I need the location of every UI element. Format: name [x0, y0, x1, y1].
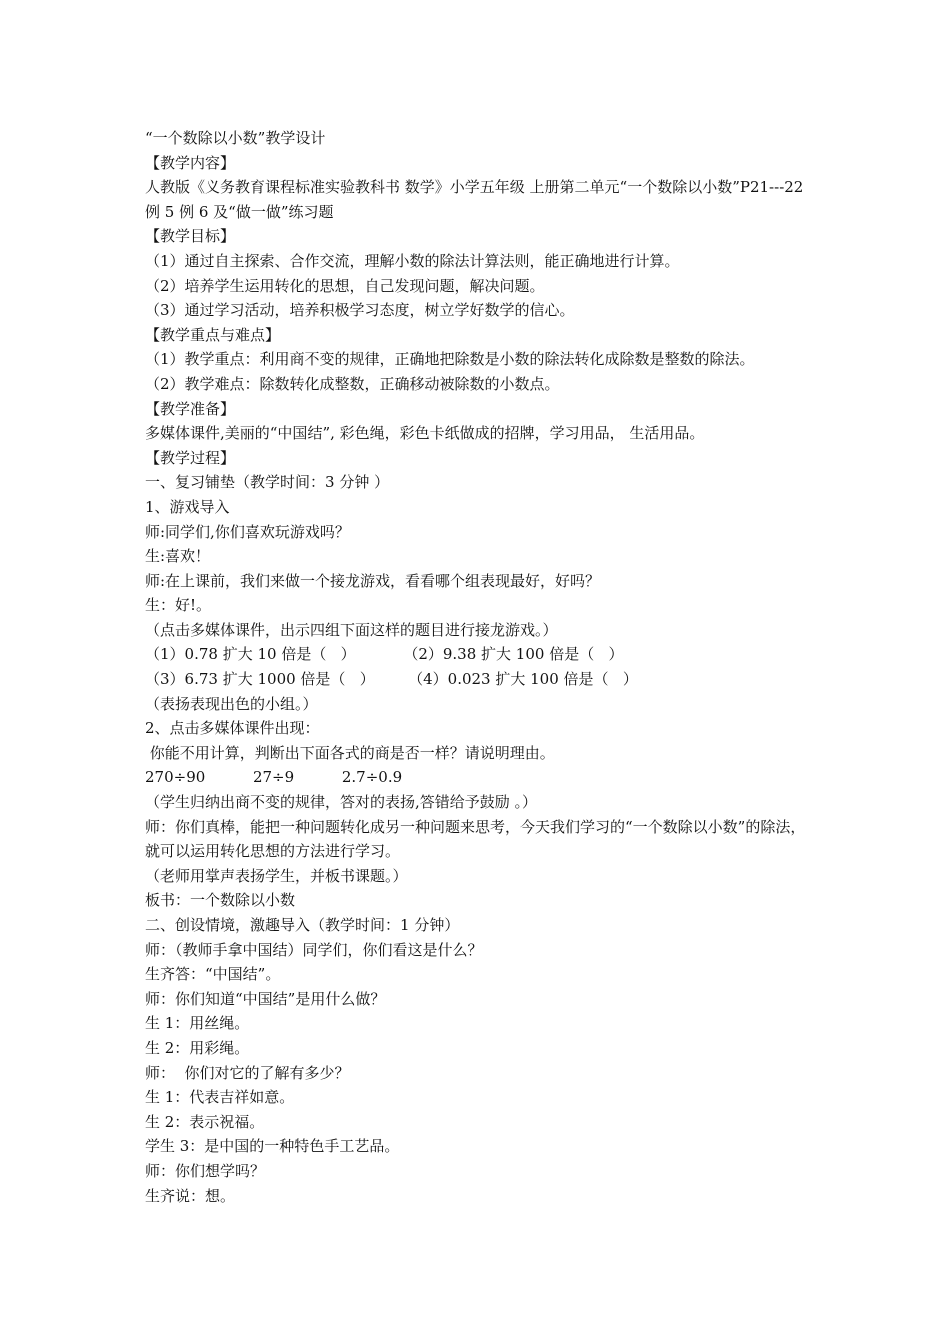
division-expressions: 270÷90 27÷9 2.7÷0.9: [145, 768, 403, 787]
section-heading-process: 【教学过程】: [145, 448, 236, 467]
text-line: 师： 你们对它的了解有多少？: [145, 1063, 350, 1082]
exercise-row-1: （1）0.78 扩大 10 倍是（ ） （2）9.38 扩大 100 倍是（ ）: [145, 645, 624, 664]
text-line: 师:同学们,你们喜欢玩游戏吗？: [145, 522, 350, 541]
section-heading-preparation: 【教学准备】: [145, 399, 236, 418]
section-heading-key-points: 【教学重点与难点】: [145, 325, 281, 344]
document-body: [145, 126, 815, 1208]
text-line: （学生归纳出商不变的规律，答对的表扬,答错给予鼓励 。）: [145, 793, 538, 812]
text-line: 你能不用计算，判断出下面各式的商是否一样？请说明理由。: [145, 743, 555, 762]
preparation-text: 多媒体课件,美丽的“中国结”, 彩色绳，彩色卡纸做成的招牌，学习用品， 生活用品。: [145, 424, 705, 443]
text-line: 生齐说：想。: [145, 1186, 236, 1205]
text-line: （老师用掌声表扬学生，并板书课题。）: [145, 866, 408, 885]
text-line: （表扬表现出色的小组。）: [145, 694, 318, 713]
key-point-2: （2）教学难点：除数转化成整数，正确移动被除数的小数点。: [145, 374, 560, 393]
exercise-row-2: （3）6.73 扩大 1000 倍是（ ） （4）0.023 扩大 100 倍是（ ）: [145, 670, 638, 689]
teacher-remark: 师：你们真棒，能把一种问题转化成另一种问题来思考，今天我们学习的“一个数除以小数”的除法，就可以运用转化思想的方法进行学习。: [145, 817, 806, 861]
text-line: 生：好!。: [145, 596, 212, 615]
text-line: 师：（教师手拿中国结）同学们，你们看这是什么？: [145, 940, 483, 959]
process-step-1-heading: 一、复习铺垫（教学时间：3 分钟 ）: [145, 473, 390, 492]
text-line: 生 2：用彩绳。: [145, 1038, 250, 1057]
objective-1: （1）通过自主探索、合作交流，理解小数的除法计算法则，能正确地进行计算。: [145, 251, 680, 270]
document-title: “一个数除以小数”教学设计: [145, 129, 326, 147]
text-line: 师:在上课前，我们来做一个接龙游戏，看看哪个组表现最好，好吗？: [145, 571, 601, 590]
text-line: （点击多媒体课件，出示四组下面这样的题目进行接龙游戏。）: [145, 620, 558, 639]
text-line: 2、点击多媒体课件出现：: [145, 719, 320, 738]
text-line: 板书：一个数除以小数: [145, 891, 296, 910]
text-line: 生 1：用丝绳。: [145, 1014, 250, 1033]
text-line: 学生 3：是中国的一种特色手工艺品。: [145, 1137, 400, 1156]
text-line: 师：你们想学吗？: [145, 1161, 266, 1180]
paragraph-textbook: 人教版《义务教育课程标准实验教科书 数学》小学五年级 上册第二单元“一个数除以小数”P21---22 例 5 例 6 及“做一做”练习题: [145, 178, 804, 221]
text-line: 师：你们知道“中国结”是用什么做？: [145, 989, 386, 1008]
text-line: 1、游戏导入: [145, 497, 230, 516]
text-line: 生 1：代表吉祥如意。: [145, 1088, 295, 1107]
section-heading-content: 【教学内容】: [145, 153, 236, 172]
text-line: 生齐答：“中国结”。: [145, 965, 281, 984]
process-step-2-heading: 二、创设情境，激趣导入（教学时间：1 分钟）: [145, 916, 460, 934]
key-point-1: （1）教学重点：利用商不变的规律，正确地把除数是小数的除法转化成除数是整数的除法。: [145, 350, 755, 369]
section-heading-objectives: 【教学目标】: [145, 227, 236, 246]
text-line: 生 2：表示祝福。: [145, 1112, 265, 1131]
text-line: 生:喜欢！: [145, 547, 211, 566]
objective-3: （3）通过学习活动，培养积极学习态度，树立学好数学的信心。: [145, 301, 575, 320]
objective-2: （2）培养学生运用转化的思想，自己发现问题，解决问题。: [145, 276, 545, 295]
